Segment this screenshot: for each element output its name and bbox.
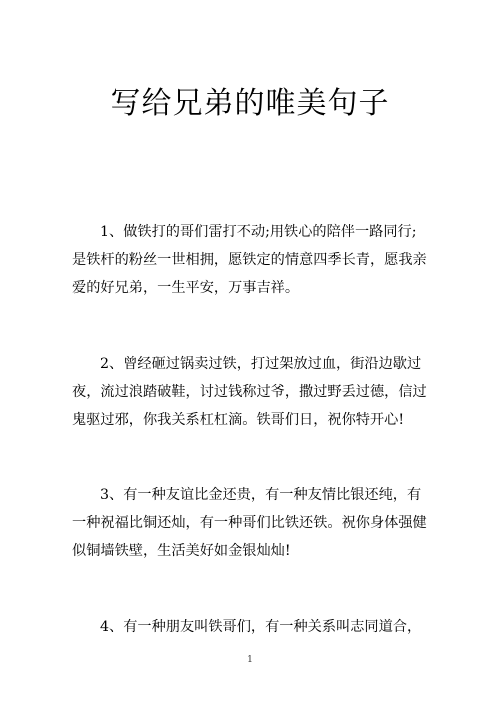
- paragraph-line: 一种祝福比铜还灿，有一种哥们比铁还铁。祝你身体强健: [72, 515, 427, 531]
- paragraph-line: 2、曾经砸过锅卖过铁，打过架放过血，街沿边歇过: [100, 356, 422, 372]
- document-title: 写给兄弟的唯美句子: [110, 86, 390, 121]
- paragraph-line: 夜，流过浪踏破鞋，讨过钱称过爷，撒过野丢过德，信过: [72, 384, 427, 400]
- page-number: 1: [247, 655, 253, 665]
- paragraph-3: [72, 481, 430, 565]
- paragraph-line: 似铜墙铁壁，生活美好如金银灿灿!: [72, 543, 291, 559]
- paragraph-line: 3、有一种友谊比金还贵，有一种友情比银还纯，有: [100, 487, 422, 503]
- paragraph-line: 鬼驱过邪，你我关系杠杠滴。铁哥们日，祝你特开心!: [72, 412, 405, 428]
- paragraph-line: 4、有一种朋友叫铁哥们，有一种关系叫志同道合，: [100, 619, 422, 635]
- paragraph-line: 1、做铁打的哥们雷打不动;用铁心的陪伴一路同行;: [100, 224, 417, 240]
- paragraph-line: 是铁杆的粉丝一世相拥，愿铁定的情意四季长青，愿我亲: [72, 252, 427, 268]
- paragraph-1: [72, 218, 430, 302]
- paragraph-4: [72, 613, 430, 641]
- paragraph-line: 爱的好兄弟，一生平安，万事吉祥。: [72, 280, 300, 296]
- paragraph-2: [72, 350, 430, 434]
